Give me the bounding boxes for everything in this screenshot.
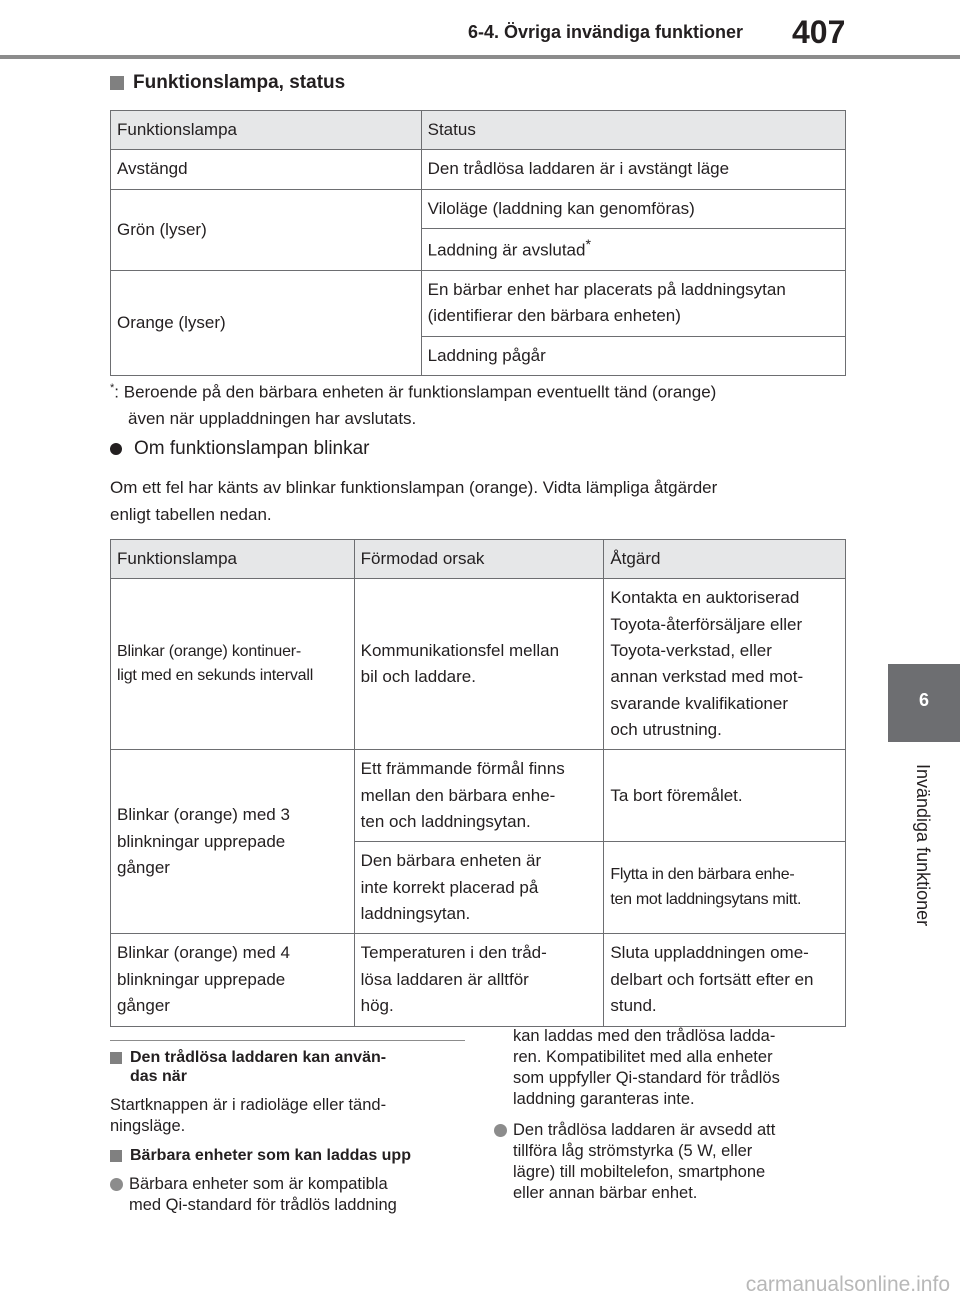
note-heading-line: Den trådlösa laddaren kan använ- [130, 1049, 387, 1066]
table-cell [111, 934, 355, 1026]
table-row [111, 579, 846, 750]
table-cell [604, 842, 846, 934]
blink-heading [110, 438, 370, 460]
footnote-line: : Beroende på den bärbara enheten är funktionslampan eventuellt tänd (orange) [114, 382, 717, 402]
blink-table [110, 539, 846, 1027]
square-bullet-icon [110, 76, 124, 90]
table-cell [354, 579, 604, 750]
chapter-label: Invändiga funktioner [913, 764, 933, 927]
note-line: ningsläge. [110, 1117, 186, 1135]
cell-line: Ett främmande förmål finns [360, 759, 565, 779]
note-heading-line: Bärbara enheter som kan laddas upp [130, 1147, 411, 1164]
square-bullet-icon [110, 1150, 122, 1162]
notes-divider [110, 1040, 465, 1041]
cell-line: Blinkar (orange) med 3 [117, 805, 290, 825]
cell-line: Blinkar (orange) med 4 [117, 943, 290, 963]
blink-heading-text: Om funktionslampan blinkar [134, 438, 370, 459]
table-cell: Grön (lyser) [111, 189, 422, 270]
cell-line: mellan den bärbara enhe- [360, 785, 556, 805]
table-cell [604, 579, 846, 750]
cell-text: Laddning är avslutad [427, 240, 586, 260]
cell-line: delbart och fortsätt efter en [610, 969, 814, 989]
cell-line: svarande kvalifikationer [610, 693, 788, 713]
note-line: som uppfyller Qi-standard för trådlös [513, 1069, 780, 1087]
table-cell [421, 229, 845, 271]
cell-line: blinkningar upprepade [117, 969, 286, 989]
note-line: med Qi-standard för trådlös laddning [129, 1196, 397, 1214]
cell-line: ten mot laddningsytans mitt. [610, 890, 802, 908]
cell-line: ten och laddningsytan. [360, 812, 531, 832]
table-header-cell: Förmodad orsak [354, 540, 604, 579]
cell-line: blinkningar upprepade [117, 831, 286, 851]
section-title-text: Funktionslampa, status [133, 72, 346, 93]
table-row [111, 189, 846, 228]
notes-left-column [110, 1040, 465, 1226]
note-line: Startknappen är i radioläge eller tänd- [110, 1096, 387, 1114]
table-cell [111, 579, 355, 750]
circle-bullet-icon [494, 1124, 507, 1137]
section-title [110, 72, 345, 94]
table-cell: Ta bort föremålet. [604, 750, 846, 842]
cell-line: Den bärbara enheten är [360, 851, 542, 871]
table-cell [111, 750, 355, 934]
note-line: ren. Kompatibilitet med alla enheter [513, 1048, 773, 1066]
blink-paragraph [110, 474, 840, 528]
cell-line: gånger [117, 858, 170, 878]
cell-line: Temperaturen i den tråd- [360, 943, 547, 963]
circle-bullet-icon [110, 1178, 123, 1191]
footnote [110, 375, 840, 432]
cell-line: Sluta uppladdningen ome- [610, 943, 809, 963]
footnote-line: även när uppladdningen har avslutats. [128, 408, 417, 428]
table-row [111, 934, 846, 1026]
note-line: Den trådlösa laddaren är avsedd att [513, 1121, 776, 1139]
note-continuation [494, 1026, 844, 1110]
cell-line: Kommunikationsfel mellan [360, 641, 560, 661]
note-line: tillföra låg strömstyrka (5 W, eller [513, 1142, 753, 1160]
cell-line: Toyota-återförsäljare eller [610, 614, 803, 634]
table-header-cell: Status [421, 111, 845, 150]
cell-line: Kontakta en auktoriserad [610, 588, 800, 608]
cell-line: Toyota-verkstad, eller [610, 641, 772, 661]
footnote-marker: * [585, 237, 591, 254]
note-bullet [110, 1174, 465, 1216]
cell-line: och utrustning. [610, 720, 722, 740]
footnote-marker: * [110, 382, 115, 394]
note-line: eller annan bärbar enhet. [513, 1184, 698, 1202]
cell-line: (identifierar den bärbara enheten) [427, 306, 681, 326]
cell-line: Blinkar (orange) kontinuer- [117, 642, 302, 660]
chapter-tab [888, 664, 960, 742]
note-line: Bärbara enheter som är kompatibla [129, 1175, 388, 1193]
cell-line: Flytta in den bärbara enhe- [610, 866, 795, 884]
round-bullet-icon [110, 443, 122, 455]
paragraph-line: enligt tabellen nedan. [110, 505, 272, 524]
cell-line: stund. [610, 996, 657, 1016]
cell-line: laddningsytan. [360, 904, 471, 924]
table-cell [354, 842, 604, 934]
table-header-cell: Funktionslampa [111, 540, 355, 579]
table-cell [421, 271, 845, 337]
table-header-row [111, 111, 846, 150]
table-cell: Orange (lyser) [111, 271, 422, 376]
status-table [110, 110, 846, 376]
cell-line: bil och laddare. [360, 667, 476, 687]
watermark: carmanualsonline.info [745, 1273, 950, 1296]
table-row [111, 750, 846, 842]
table-row [111, 271, 846, 337]
table-header-row [111, 540, 846, 579]
paragraph-line: Om ett fel har känts av blinkar funktionslampan (orange). Vidta lämpliga åtgärder [110, 478, 718, 497]
table-cell: Viloläge (laddning kan genomföras) [421, 189, 845, 228]
cell-line: annan verkstad med mot- [610, 667, 804, 687]
note-heading [110, 1146, 465, 1165]
note-heading-line: das när [130, 1068, 187, 1085]
cell-line: lösa laddaren är alltför [360, 969, 529, 989]
table-cell: Avstängd [111, 150, 422, 189]
cell-line: hög. [360, 996, 394, 1016]
table-cell [354, 934, 604, 1026]
table-header-cell: Åtgärd [604, 540, 846, 579]
note-bullet [494, 1120, 844, 1204]
note-line: kan laddas med den trådlösa ladda- [513, 1027, 776, 1045]
table-cell [354, 750, 604, 842]
notes-right-column [494, 1026, 844, 1214]
cell-line: inte korrekt placerad på [360, 877, 539, 897]
table-cell: Den trådlösa laddaren är i avstängt läge [421, 150, 845, 189]
table-row [111, 150, 846, 189]
header-section-title: 6-4. Övriga invändiga funktioner [468, 22, 744, 42]
square-bullet-icon [110, 1052, 122, 1064]
note-line: laddning garanteras inte. [513, 1090, 695, 1108]
page-number: 407 [792, 14, 846, 50]
note-paragraph [110, 1095, 465, 1137]
note-line: lägre) till mobiltelefon, smartphone [513, 1163, 766, 1181]
chapter-number: 6 [918, 690, 929, 710]
table-cell: Laddning pågår [421, 336, 845, 375]
table-cell [604, 934, 846, 1026]
cell-line: En bärbar enhet har placerats på laddningsytan [427, 280, 786, 300]
cell-line: ligt med en sekunds intervall [117, 667, 314, 685]
note-heading [110, 1048, 465, 1086]
cell-line: gånger [117, 996, 170, 1016]
header-divider [0, 55, 960, 59]
table-header-cell: Funktionslampa [111, 111, 422, 150]
